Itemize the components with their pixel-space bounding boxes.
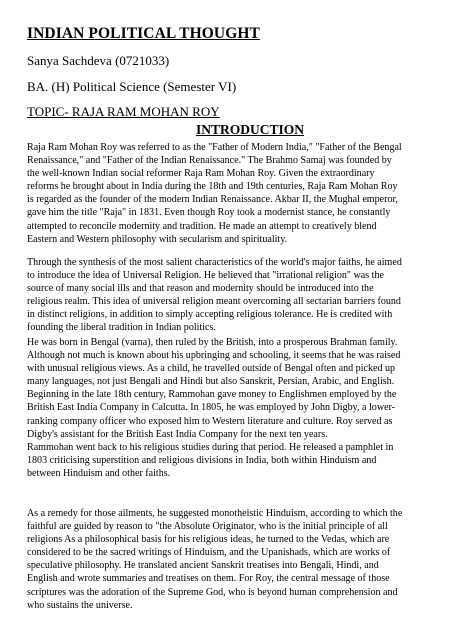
paragraph-line: attempted to reconcile modernity and tradition. He made an attempt to creatively blend — [27, 220, 377, 232]
paragraph-line: English and wrote summaries and treatises on them. For Roy, the central message of those — [27, 573, 390, 585]
paragraph-line: Beginning in the late 18th century, Rammohan gave money to Englishmen employed by the — [27, 389, 397, 401]
paragraph-line: ranking company officer who exposed him to Western literature and culture. Roy served as — [27, 415, 393, 427]
section-heading: INTRODUCTION — [195, 122, 304, 137]
paragraph-1 — [27, 141, 457, 246]
paragraph-line: religions As a philosophical basis for his religious ideas, he turned to the Vedas, which are — [27, 534, 390, 546]
paragraph-line: Renaissance," and "Father of the Indian Renaissance." The Brahmo Samaj was founded by — [27, 155, 392, 167]
paragraph-line: Digby's assistant for the British East India Company for the next ten years. — [27, 428, 328, 440]
paragraph-line: Although not much is known about his upbringing and schooling, it seems that he was raised — [27, 350, 401, 362]
author-line: Sanya Sachdeva (0721033) — [27, 53, 170, 68]
paragraph-2 — [27, 256, 457, 335]
paragraph-line: source of many social ills and that reason and modernity should be introduced into the — [27, 283, 374, 295]
paragraph-line: Through the synthesis of the most salient characteristics of the world's major faiths, he aimed — [27, 257, 402, 268]
paragraph-line: the well-known Indian social reformer Raja Ram Mohan Roy. Given the extraordinary — [27, 168, 375, 180]
topic-line: TOPIC- RAJA RAM MOHAN ROY — [27, 104, 220, 119]
paragraph-line: As a remedy for those ailments, he suggested monotheistic Hinduism, according to which the — [27, 508, 403, 519]
paragraph-line: is regarded as the founder of the modern Indian Renaissance. Akbar II, the Mughal emperor, — [27, 194, 398, 206]
paragraph-line: to introduce the idea of Universal Religion. He believed that "irrational religion" was the — [27, 270, 384, 282]
paragraph-line: who sustains the universe. — [27, 599, 133, 611]
paragraph-line: He was born in Bengal (varna), then ruled by the British, into a prosperous Brahman family. — [27, 337, 398, 348]
paragraph-line: many languages, not just Bengali and Hindi but also Sanskrit, Persian, Arabic, and English. — [27, 376, 395, 388]
paragraph-line: faithful are guided by reason to "the Absolute Originator, who is the initial principle of all — [27, 521, 388, 533]
paragraph-line: founding the liberal tradition in Indian politics. — [27, 322, 216, 334]
paragraph-line: gave him the title "Raja" in 1831. Even though Roy took a modernist stance, he constantly — [27, 207, 391, 219]
paragraph-line: with unusual religious views. As a child, he travelled outside of Bengal often and picked up — [27, 363, 396, 375]
paragraph-line: Raja Ram Mohan Roy was referred to as the "Father of Modern India," "Father of the Bengal — [27, 142, 402, 153]
paragraph-3 — [27, 336, 457, 480]
paragraph-line: reforms he brought about in India during the 18th and 19th centuries, Raja Ram Mohan Roy — [27, 181, 398, 193]
paragraph-line: Eastern and Western philosophy with secularism and spirituality. — [27, 233, 288, 245]
course-line: BA. (H) Political Science (Semester VI) — [27, 79, 237, 94]
paragraph-line: between Hinduism and other faiths. — [27, 467, 171, 479]
paragraph-4 — [27, 507, 457, 612]
document-title: INDIAN POLITICAL THOUGHT — [27, 25, 260, 42]
paragraph-line: scriptures was the adoration of the Supreme God, who is beyond human comprehension and — [27, 586, 398, 598]
paragraph-line: considered to be the sacred writings of Hinduism, and the Upanishads, which are works of — [27, 547, 391, 559]
paragraph-line: Rammohan went back to his religious studies during that period. He released a pamphlet in — [27, 441, 394, 453]
paragraph-line: religious realm. This idea of universal religion meant overcoming all sectarian barriers found — [27, 296, 401, 308]
paragraph-line: British East India Company in Calcutta. In 1805, he was employed by John Digby, a lower- — [27, 402, 396, 414]
paragraph-line: in distinct religions, in addition to simply accepting religious tolerance. He is credited with — [27, 309, 393, 321]
paragraph-line: 1803 criticising superstition and religious divisions in India, both within Hinduism and — [27, 454, 377, 466]
paragraph-line: speculative philosophy. He translated ancient Sanskrit treatises into Bengali, Hindi, and — [27, 560, 379, 572]
